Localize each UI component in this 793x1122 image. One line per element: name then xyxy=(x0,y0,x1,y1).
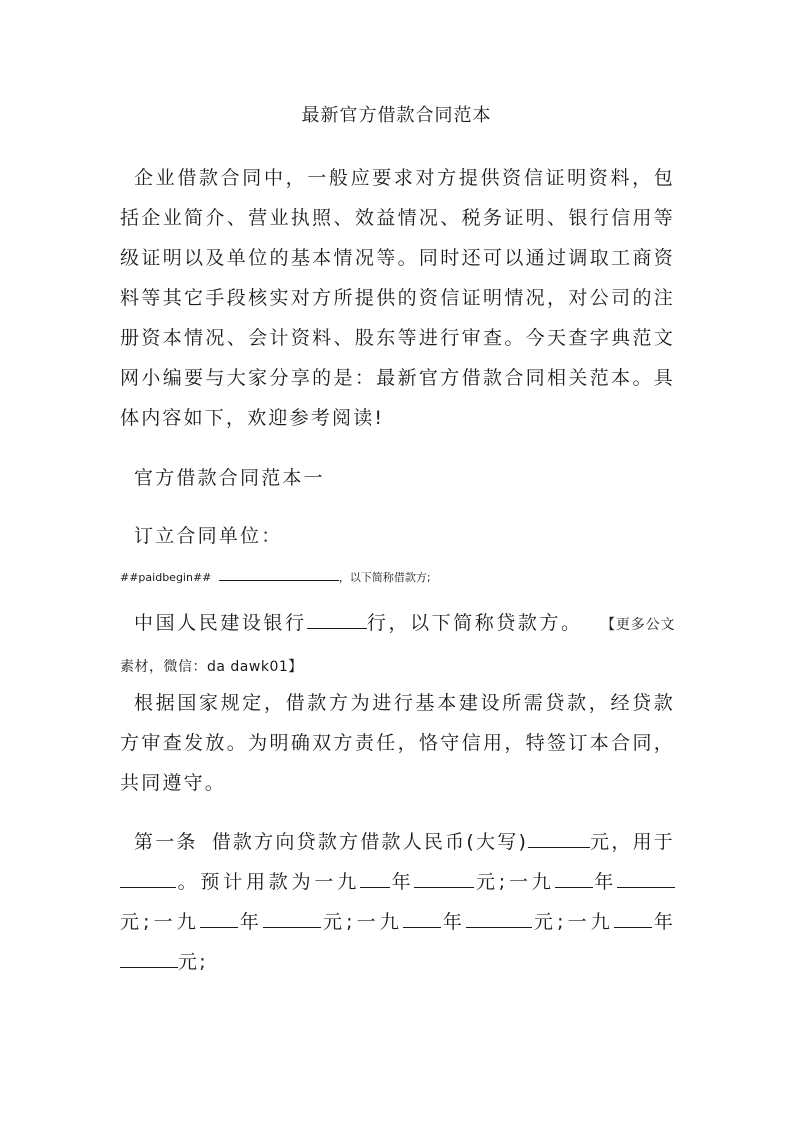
article-1-text: 。预计用款为一九 xyxy=(176,871,360,893)
contract-parties-label: 订立合同单位： xyxy=(134,525,283,547)
article-1-text: 年 xyxy=(237,911,264,933)
paid-marker: ##paidbegin## xyxy=(120,571,212,584)
bank-prefix: 中国人民建设银行 xyxy=(134,612,307,634)
article-1-text: 元; xyxy=(178,951,208,973)
promo-text: 【更多公文素材，微信：da dawk01】 xyxy=(120,617,675,675)
article-1-text: 元;一九 xyxy=(120,911,200,933)
purpose-blank xyxy=(120,869,176,888)
article-1-paragraph xyxy=(120,822,675,982)
basis-paragraph: 根据国家规定，借款方为进行基本建设所需贷款，经贷款方审查发放。为明确双方责任，恪守信用，特签订本合同，共同遵守。 xyxy=(120,692,675,794)
borrower-suffix: ，以下简称借款方; xyxy=(338,571,431,584)
amount-blank xyxy=(528,829,590,848)
article-1-text: 年 xyxy=(592,871,618,893)
amount-blank xyxy=(120,949,178,968)
article-1-text: 元，用于 xyxy=(590,831,675,853)
article-1-text: 元;一九 xyxy=(532,911,614,933)
document-title: 最新官方借款合同范本 xyxy=(301,105,492,126)
amount-blank xyxy=(263,909,321,928)
borrower-blank xyxy=(219,569,339,581)
bank-paragraph xyxy=(120,603,675,687)
year-blank xyxy=(614,909,652,928)
amount-blank xyxy=(466,909,532,928)
amount-blank xyxy=(414,869,474,888)
article-1-text: 年 xyxy=(440,911,466,933)
article-1-text: 元;一九 xyxy=(321,911,403,933)
bank-blank xyxy=(307,610,367,629)
borrower-line xyxy=(120,569,675,586)
article-1-text: 元;一九 xyxy=(474,871,555,893)
amount-blank xyxy=(617,869,675,888)
intro-paragraph: 企业借款合同中，一般应要求对方提供资信证明资料，包括企业简介、营业执照、效益情况、税务证明、银行信用等级证明以及单位的基本情况等。同时还可以通过调取工商资料等其它手段核实对方所提供的资信证明情况，对公司的注册资本情况、会计资料、股东等进行审查。今天查字典范文网小编要与大家分享的是：最新官方借款合同相关范本。具体内容如下，欢迎参考阅读! xyxy=(120,167,675,429)
article-1-label: 第一条 xyxy=(134,831,198,853)
article-1-text: 年 xyxy=(390,871,415,893)
bank-suffix: 行，以下简称贷款方。 xyxy=(366,612,583,634)
year-blank xyxy=(555,869,593,888)
year-blank xyxy=(200,909,238,928)
section-heading: 官方借款合同范本一 xyxy=(134,467,325,489)
year-blank xyxy=(403,909,441,928)
year-blank xyxy=(360,869,390,888)
article-1-text: 借款方向贷款方借款人民币(大写) xyxy=(211,831,529,853)
article-1-text: 年 xyxy=(651,911,676,933)
